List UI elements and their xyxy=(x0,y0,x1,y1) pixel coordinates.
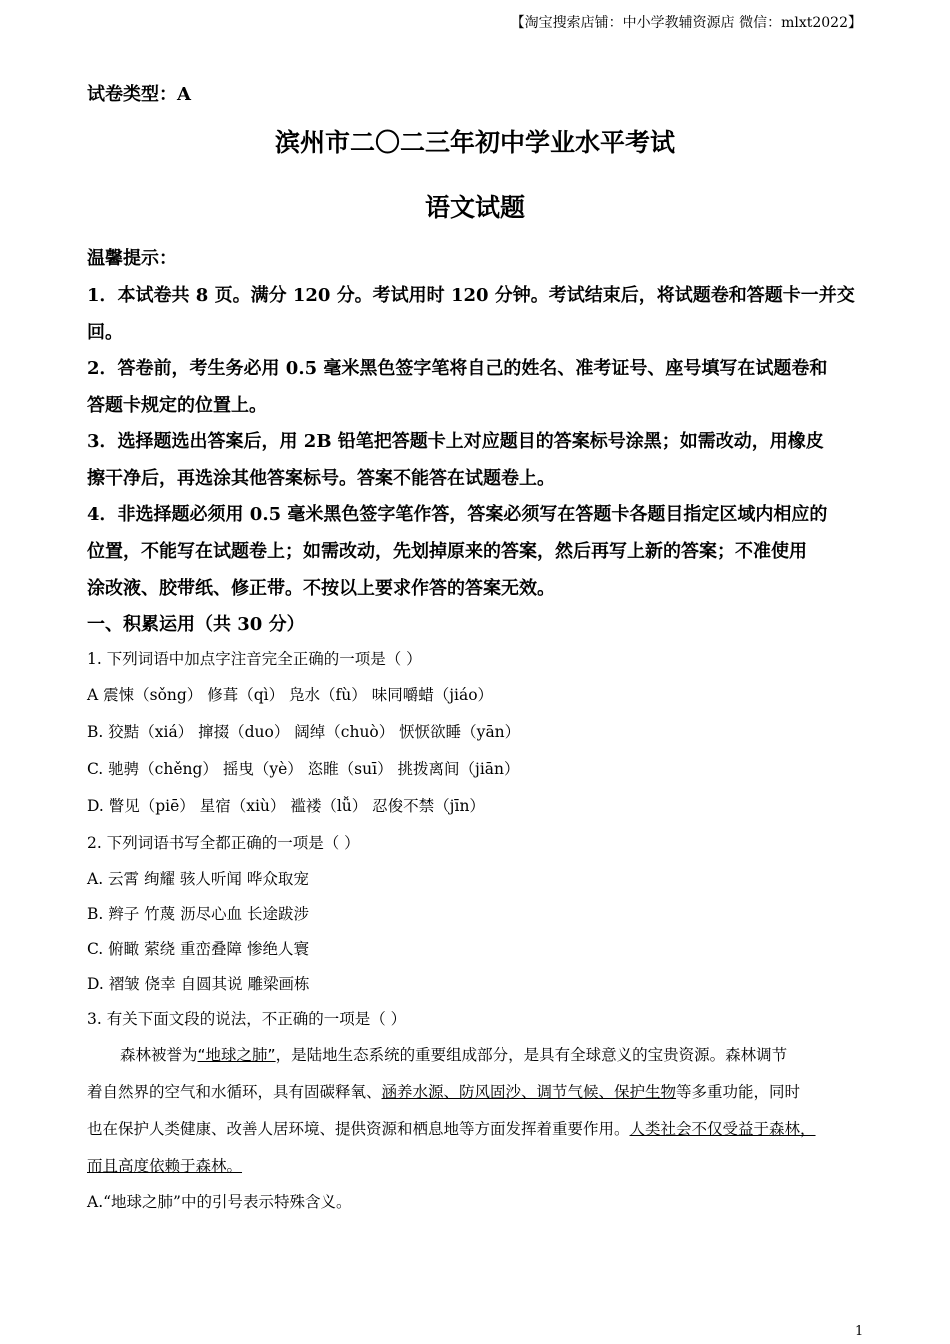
passage-underline: 人类社会不仅受益于森林， xyxy=(629,1120,816,1138)
passage-text: 森林被誉为 xyxy=(120,1046,198,1064)
question-option: C. 俯瞰 萦绕 重峦叠障 惨绝人寰 xyxy=(87,940,309,958)
exam-subtitle: 语文试题 xyxy=(424,193,525,222)
tips-line: 擦干净后，再选涂其他答案标号。答案不能答在试题卷上。 xyxy=(87,468,555,489)
question-option: B. 辫子 竹蔑 沥尽心血 长途跋涉 xyxy=(87,905,310,923)
passage-text: 也在保护人类健康、改善人居环境、提供资源和栖息地等方面发挥着重要作用。 xyxy=(87,1120,630,1138)
question-stem: 1. 下列词语中加点字注音完全正确的一项是（ ） xyxy=(87,650,422,668)
passage-underline: “地球之肺” xyxy=(197,1046,276,1064)
question-option: C. 驰骋（chěng） 摇曳（yè） 恣睢（suī） 挑拨离间（jiān） xyxy=(87,760,520,778)
passage-text: 着自然界的空气和水循环，具有固碳释氧、 xyxy=(87,1083,382,1101)
tips-line: 涂改液、胶带纸、修正带。不按以上要求作答的答案无效。 xyxy=(87,578,555,599)
passage-line xyxy=(87,1154,242,1176)
passage-underline: 涵养水源、防风固沙、调节气候、保护生物 xyxy=(381,1083,677,1101)
tips-line: 1．本试卷共 8 页。满分 120 分。考试用时 120 分钟。考试结束后，将试题卷和答题卡一并交 xyxy=(87,285,855,306)
tips-line: 位置，不能写在试题卷上；如需改动，先划掉原来的答案，然后再写上新的答案；不准使用 xyxy=(87,541,807,562)
question-stem: 3. 有关下面文段的说法，不正确的一项是（ ） xyxy=(87,1010,407,1028)
question-option: D. 褶皱 侥幸 自圆其说 雕梁画栋 xyxy=(87,975,310,993)
passage-line xyxy=(87,1117,816,1139)
tips-line: 回。 xyxy=(87,322,123,343)
question-option: B. 狡黠（xiá） 撺掇（duo） 阔绰（chuò） 恹恹欲睡（yān） xyxy=(87,723,521,741)
question-stem: 2. 下列词语书写全都正确的一项是（ ） xyxy=(87,834,360,852)
question-option: A 震悚（sǒng） 修葺（qì） 凫水（fù） 味同嚼蜡（jiáo） xyxy=(87,686,494,704)
tips-line: 答题卡规定的位置上。 xyxy=(87,395,267,416)
passage-underline: 而且高度依赖于森林。 xyxy=(87,1157,243,1175)
tips-line: 3．选择题选出答案后，用 2B 铅笔把答题卡上对应题目的答案标号涂黑；如需改动，用橡皮 xyxy=(87,431,824,452)
passage-line xyxy=(120,1043,787,1065)
passage-line xyxy=(87,1080,800,1102)
section-heading: 一、积累运用（共 30 分） xyxy=(87,614,305,635)
page-number: 1 xyxy=(855,1324,864,1339)
paper-type: 试卷类型：A xyxy=(87,84,191,105)
tips-line: 4．非选择题必须用 0.5 毫米黑色签字笔作答，答案必须写在答题卡各题目指定区域内相应的 xyxy=(87,504,828,525)
tips-heading: 温馨提示： xyxy=(87,248,177,269)
header-note: 【淘宝搜索店铺：中小学教辅资源店 微信：mlxt2022】 xyxy=(510,15,862,31)
question-option: A.“地球之肺”中的引号表示特殊含义。 xyxy=(87,1193,352,1211)
question-option: A. 云霄 绚耀 骇人听闻 哗众取宠 xyxy=(87,870,309,888)
passage-text: 等多重功能，同时 xyxy=(676,1083,801,1101)
passage-text: ，是陆地生态系统的重要组成部分，是具有全球意义的宝贵资源。森林调节 xyxy=(275,1046,788,1064)
question-option: D. 瞥见（piē） 星宿（xiù） 褴褛（lǚ） 忍俊不禁（jīn） xyxy=(87,797,485,815)
exam-title: 滨州市二〇二三年初中学业水平考试 xyxy=(274,128,675,157)
tips-line: 2．答卷前，考生务必用 0.5 毫米黑色签字笔将自己的姓名、准考证号、座号填写在试题卷和 xyxy=(87,358,828,379)
